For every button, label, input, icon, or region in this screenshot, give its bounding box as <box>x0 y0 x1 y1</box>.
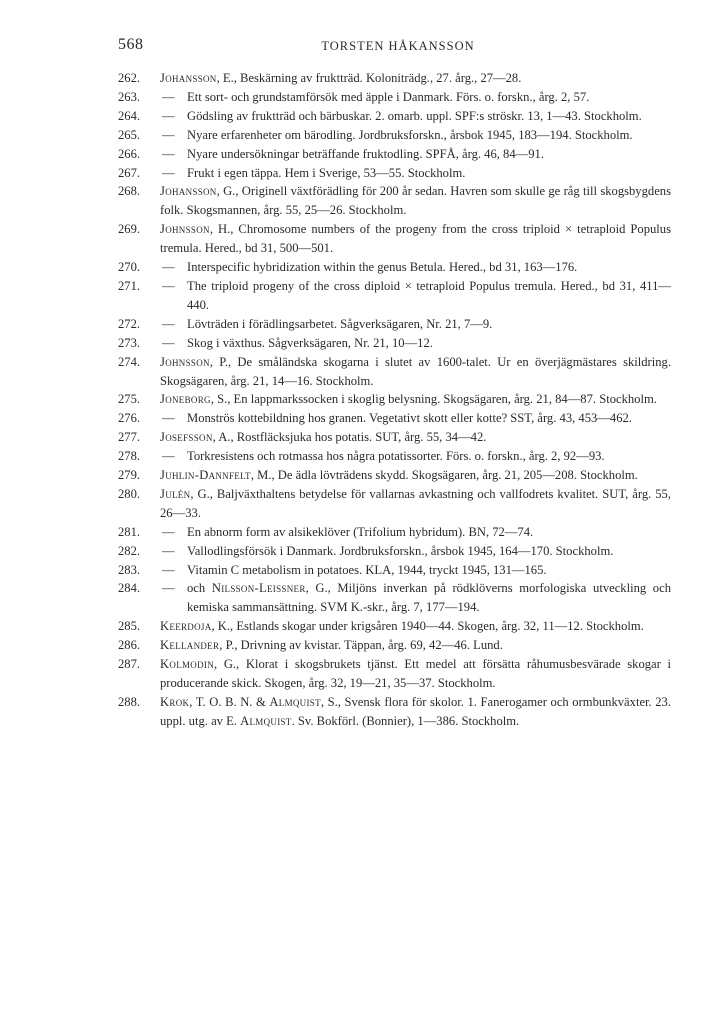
citation-text: , K., Estlands skogar under krigsåren 1940—44. Skogen, årg. 32, 11—12. Stockholm. <box>211 619 644 634</box>
reference-number: 266. <box>118 146 141 161</box>
reference-number: 285. <box>118 619 141 634</box>
ditto-dash: — <box>162 543 175 558</box>
reference-item <box>118 617 671 636</box>
reference-item <box>118 466 671 485</box>
reference-number: 268. <box>118 184 141 199</box>
citation-text: Monströs kottebildning hos granen. Vegetativt skott eller kotte? SST, årg. 43, 453—462. <box>187 411 632 426</box>
ditto-dash: — <box>162 89 175 104</box>
citation-text: . Sv. Bokförl. (Bonnier), 1—386. Stockholm. <box>291 713 520 728</box>
reference-item <box>118 353 671 391</box>
citation-text: , H., Chromosome numbers of the progeny from the cross triploid × tetraploid Populus tremula. Hered., bd 31, 500—501. <box>160 222 671 256</box>
reference-item <box>118 334 671 353</box>
reference-number: 286. <box>118 638 141 653</box>
reference-number: 269. <box>118 222 141 237</box>
reference-item <box>118 428 671 447</box>
reference-text <box>160 636 671 655</box>
citation-text: Skog i växthus. Sågverksägaren, Nr. 21, 10—12. <box>187 335 433 350</box>
reference-item <box>118 523 671 542</box>
ditto-dash: — <box>162 581 175 596</box>
author-name: Johansson <box>160 71 217 85</box>
reference-number: 275. <box>118 392 141 407</box>
reference-number: 278. <box>118 449 141 464</box>
reference-number: 274. <box>118 354 141 369</box>
reference-item <box>118 220 671 258</box>
reference-item <box>118 485 671 523</box>
author-name: Keerdoja <box>160 619 212 634</box>
reference-item <box>118 107 671 126</box>
reference-number: 271. <box>118 278 141 293</box>
reference-text <box>160 69 671 88</box>
citation-text: Nyare undersökningar beträffande fruktodling. SPFÅ, årg. 46, 84—91. <box>187 146 544 161</box>
reference-text <box>187 126 671 145</box>
reference-item <box>118 636 671 655</box>
reference-text <box>187 579 671 617</box>
reference-text <box>187 107 671 126</box>
ditto-dash: — <box>162 316 175 331</box>
reference-text <box>187 277 671 315</box>
citation-text: , G., Baljväxthaltens betydelse för vallarnas avkastning och vallfodrets kvalitet. SUT, årg. 55, 26—33. <box>160 486 671 520</box>
reference-text <box>187 447 671 466</box>
reference-number: 287. <box>118 657 141 672</box>
page-header <box>118 36 678 60</box>
reference-text <box>187 315 671 334</box>
reference-number: 282. <box>118 543 141 558</box>
reference-number: 272. <box>118 316 141 331</box>
author-name: Kolmodin <box>160 657 214 672</box>
reference-item <box>118 182 671 220</box>
author-name: Kellander <box>160 638 220 653</box>
citation-text: och <box>187 581 212 596</box>
reference-text <box>187 334 671 353</box>
reference-item <box>118 693 671 731</box>
reference-number: 279. <box>118 468 141 483</box>
reference-number: 267. <box>118 165 141 180</box>
reference-text <box>187 409 671 428</box>
reference-text <box>187 164 671 183</box>
citation-text: Frukt i egen täppa. Hem i Sverige, 53—55. Stockholm. <box>187 165 466 180</box>
citation-text: , P., De småländska skogarna i slutet av 1600-talet. Ur en överjägmästares skildring. Skogsägaren, årg. 21, 14—16. Stockholm. <box>160 354 671 388</box>
citation-text: Lövträden i förädlingsarbetet. Sågverksägaren, Nr. 21, 7—9. <box>187 316 493 331</box>
ditto-dash: — <box>162 278 175 293</box>
citation-text: , G., Klorat i skogsbrukets tjänst. Ett medel att försätta råhumusbesvärade skogar i producerande skick. Skogen, årg. 32, 19—21, 35—37. Stockholm. <box>160 657 671 690</box>
reference-text <box>160 617 671 636</box>
author-name: Josefsson <box>160 430 213 445</box>
reference-text <box>187 561 671 580</box>
reference-text <box>187 523 671 542</box>
reference-item <box>118 561 671 580</box>
citation-text: , T. O. B. N. & <box>189 694 270 709</box>
reference-item <box>118 145 671 164</box>
reference-item <box>118 164 671 183</box>
reference-text <box>187 542 671 561</box>
author-name: Nilsson-Leissner <box>211 581 306 596</box>
reference-text <box>187 145 671 164</box>
reference-number: 262. <box>118 71 141 85</box>
reference-number: 270. <box>118 260 141 275</box>
citation-text: , S., En lappmarkssocken i skoglig belysning. Skogsägaren, årg. 21, 84—87. Stockholm. <box>210 392 657 407</box>
ditto-dash: — <box>162 335 175 350</box>
reference-number: 273. <box>118 335 141 350</box>
reference-item <box>118 69 671 88</box>
reference-item <box>118 277 671 315</box>
ditto-dash: — <box>162 127 175 142</box>
author-name: Juhlin-Dannfelt <box>160 468 251 483</box>
reference-list <box>118 69 671 731</box>
citation-text: , G., Originell växtförädling för 200 år sedan. Havren som skulle ge råg till skogsbygdens folk. Skogsmannen, årg. 55, 25—26. Stockholm. <box>160 184 671 218</box>
reference-text <box>160 182 671 220</box>
citation-text: , E., Beskärning av fruktträd. Koloniträdg., 27. årg., 27—28. <box>216 71 522 85</box>
citation-text: , A., Rostfläcksjuka hos potatis. SUT, årg. 55, 34—42. <box>212 430 487 445</box>
author-name: Julén <box>160 486 191 501</box>
reference-text <box>160 428 671 447</box>
author-name: Johnsson <box>160 354 210 369</box>
citation-text: Vallodlingsförsök i Danmark. Jordbruksforskn., årsbok 1945, 164—170. Stockholm. <box>187 543 614 558</box>
reference-item <box>118 390 671 409</box>
reference-text <box>160 466 671 485</box>
citation-text: Interspecific hybridization within the genus Betula. Hered., bd 31, 163—176. <box>187 260 578 275</box>
page-number: 568 <box>118 36 144 53</box>
reference-item <box>118 542 671 561</box>
ditto-dash: — <box>162 449 175 464</box>
reference-text <box>160 353 671 391</box>
ditto-dash: — <box>162 562 175 577</box>
ditto-dash: — <box>162 165 175 180</box>
reference-number: 281. <box>118 524 141 539</box>
reference-item <box>118 655 671 693</box>
citation-text: Vitamin C metabolism in potatoes. KLA, 1944, tryckt 1945, 131—165. <box>187 562 547 577</box>
reference-number: 276. <box>118 411 141 426</box>
reference-text <box>187 258 671 277</box>
reference-number: 280. <box>118 486 141 501</box>
citation-text: Ett sort- och grundstamförsök med äpple i Danmark. Förs. o. forskn., årg. 2, 57. <box>187 89 590 104</box>
author-name: Joneborg <box>160 392 211 407</box>
reference-item <box>118 447 671 466</box>
reference-text <box>187 88 671 107</box>
reference-number: 277. <box>118 430 141 445</box>
reference-text <box>160 655 671 693</box>
ditto-dash: — <box>162 146 175 161</box>
ditto-dash: — <box>162 411 175 426</box>
citation-text: , P., Drivning av kvistar. Täppan, årg. 69, 42—46. Lund. <box>219 638 503 653</box>
reference-item <box>118 579 671 617</box>
ditto-dash: — <box>162 108 175 123</box>
author-name: Krok <box>160 694 190 709</box>
reference-text <box>160 220 671 258</box>
citation-text: Torkresistens och rotmassa hos några potatissorter. Förs. o. forskn., årg. 2, 92—93. <box>187 449 605 464</box>
reference-number: 263. <box>118 89 141 104</box>
reference-item <box>118 258 671 277</box>
author-name: Almquist <box>240 713 292 728</box>
author-name: Almquist <box>269 694 321 709</box>
reference-number: 264. <box>118 108 141 123</box>
reference-item <box>118 88 671 107</box>
reference-number: 283. <box>118 562 141 577</box>
reference-text <box>160 485 671 523</box>
citation-text: , M., De ädla lövträdens skydd. Skogsägaren, årg. 21, 205—208. Stockholm. <box>250 468 638 483</box>
reference-item <box>118 409 671 428</box>
reference-number: 265. <box>118 127 141 142</box>
ditto-dash: — <box>162 524 175 539</box>
reference-text <box>160 693 671 731</box>
citation-text: Nyare erfarenheter om bärodling. Jordbruksforskn., årsbok 1945, 183—194. Stockholm. <box>187 127 633 142</box>
reference-item <box>118 126 671 145</box>
citation-text: , S., Svensk flora för skolor. 1. Fanerogamer och ormbunkväxter. 23. uppl. utg. av E. <box>160 694 671 728</box>
citation-text: Gödsling av fruktträd och bärbuskar. 2. omarb. uppl. SPF:s ströskr. 13, 1—43. Stockholm. <box>187 108 642 123</box>
reference-text <box>160 390 671 409</box>
reference-number: 284. <box>118 581 141 596</box>
reference-number: 288. <box>118 694 141 709</box>
citation-text: , G., Miljöns inverkan på rödklöverns morfologiska utveckling och kemiska sammansättning. SVM K.-skr., årg. 7, 177—194. <box>187 581 671 615</box>
author-name: Johnsson <box>160 222 210 237</box>
ditto-dash: — <box>162 260 175 275</box>
reference-item <box>118 315 671 334</box>
running-title: TORSTEN HÅKANSSON <box>321 39 475 53</box>
citation-text: En abnorm form av alsikeklöver (Trifolium hybridum). BN, 72—74. <box>187 524 534 539</box>
citation-text: The triploid progeny of the cross diploid × tetraploid Populus tremula. Hered., bd 31, 411—440. <box>187 278 671 312</box>
author-name: Johansson <box>160 184 217 199</box>
